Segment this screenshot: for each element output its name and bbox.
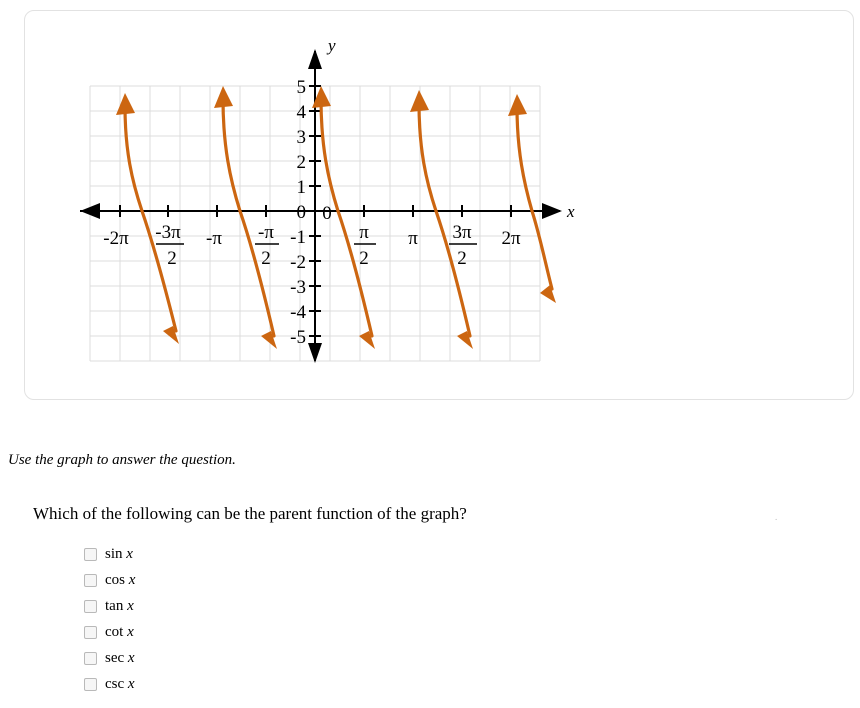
choice-label-tan: tan x xyxy=(105,597,134,614)
checkbox-cos[interactable] xyxy=(84,574,97,587)
x-axis-label: x xyxy=(567,202,575,221)
svg-text:0: 0 xyxy=(322,203,332,224)
svg-text:5: 5 xyxy=(296,77,306,98)
choice-option[interactable] xyxy=(84,567,135,593)
graph-svg xyxy=(80,31,580,381)
y-tick-labels xyxy=(290,77,306,348)
svg-text:2: 2 xyxy=(457,248,467,269)
curve-branch-4 xyxy=(419,103,470,336)
checkbox-sec[interactable] xyxy=(84,652,97,665)
svg-text:2π: 2π xyxy=(501,228,521,249)
instruction-text: Use the graph to answer the question. xyxy=(8,452,236,468)
svg-text:-3: -3 xyxy=(290,277,306,298)
svg-text:-1: -1 xyxy=(290,227,306,248)
choice-label-cot: cot x xyxy=(105,623,134,640)
choice-label-cos: cos x xyxy=(105,571,136,588)
checkbox-sin[interactable] xyxy=(84,548,97,561)
choice-option[interactable] xyxy=(84,619,135,645)
svg-text:3: 3 xyxy=(296,127,306,148)
checkbox-cot[interactable] xyxy=(84,626,97,639)
x-axis xyxy=(80,203,562,219)
svg-text:π: π xyxy=(408,228,418,249)
curve-branches xyxy=(125,99,552,336)
svg-text:0: 0 xyxy=(296,202,306,223)
trailing-mark: . xyxy=(775,512,778,522)
svg-text:-3π: -3π xyxy=(155,222,181,243)
curve-branch-2 xyxy=(223,99,274,336)
choice-label-sin: sin x xyxy=(105,545,133,562)
svg-text:-2: -2 xyxy=(290,252,306,273)
svg-text:3π: 3π xyxy=(452,222,472,243)
y-axis-label: y xyxy=(328,36,336,55)
curve-arrowheads xyxy=(116,86,556,349)
svg-text:2: 2 xyxy=(167,248,177,269)
svg-text:-5: -5 xyxy=(290,327,306,348)
svg-text:4: 4 xyxy=(296,102,306,123)
svg-text:π: π xyxy=(359,222,369,243)
choice-option[interactable] xyxy=(84,645,135,671)
question-text: Which of the following can be the parent function of the graph? xyxy=(33,504,467,523)
checkbox-tan[interactable] xyxy=(84,600,97,613)
curve-branch-5 xyxy=(517,107,552,289)
choice-option[interactable] xyxy=(84,671,135,697)
graph-card xyxy=(24,10,854,400)
svg-text:-4: -4 xyxy=(290,302,306,323)
choice-label-csc: csc x xyxy=(105,675,135,692)
svg-text:-2π: -2π xyxy=(103,228,129,249)
svg-text:1: 1 xyxy=(296,177,306,198)
checkbox-csc[interactable] xyxy=(84,678,97,691)
choice-label-sec: sec x xyxy=(105,649,135,666)
svg-text:-π: -π xyxy=(258,222,274,243)
svg-text:2: 2 xyxy=(359,248,369,269)
svg-text:2: 2 xyxy=(261,248,271,269)
choice-option[interactable] xyxy=(84,541,135,567)
choice-list xyxy=(84,541,135,697)
choice-option[interactable] xyxy=(84,593,135,619)
svg-text:2: 2 xyxy=(296,152,306,173)
graph-plot xyxy=(80,31,580,381)
svg-text:-π: -π xyxy=(206,228,222,249)
